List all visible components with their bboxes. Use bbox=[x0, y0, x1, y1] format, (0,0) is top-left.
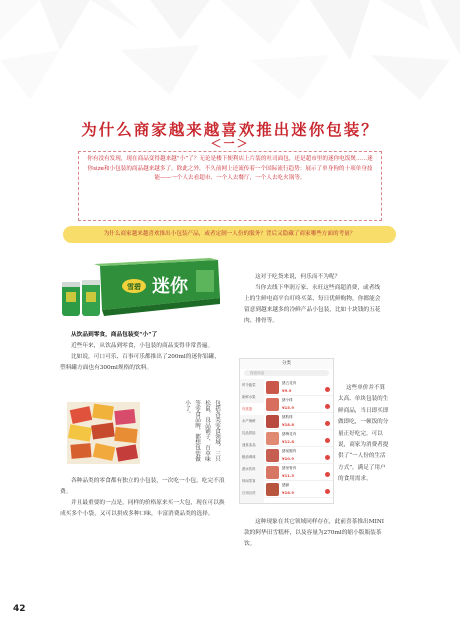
app-category-item[interactable]: 肉禽蛋 bbox=[240, 403, 264, 415]
app-category-item[interactable]: 酒水饮料 bbox=[242, 467, 256, 471]
left-paragraph-2: 比如说，可口可乐、百事可乐都推出了200ml的迷你铝罐，塑料罐方面也有300ml规格的饮料。 bbox=[60, 354, 220, 371]
article-subtitle: ＜一＞ bbox=[210, 137, 250, 150]
snack-packs-image bbox=[67, 402, 140, 464]
product-name: 猪梅花肉 bbox=[282, 432, 297, 436]
app-category-item[interactable]: 乳品烘焙 bbox=[242, 431, 256, 435]
product-price: ¥11.5 bbox=[282, 473, 295, 478]
product-name: 猪前腿肉 bbox=[282, 449, 297, 453]
app-category-item[interactable]: 新鲜水果 bbox=[242, 395, 256, 399]
intro-box: 你有没有发现，现在商品变得越来越“小”了？无论是楼下便利店上片装的吐司面包，还是超市里的迷你电饭煲……迷你size和小包装的商品越来越多了。除此之外，不久前网上还流传着一个国际流行趋势：展示了单身狗的十项单身技能——一个人去看超市、一个人去餐厅，一个人去吃火锅等。 bbox=[78, 151, 382, 221]
right-side-paragraph: 这些单价并不算太高、单块包装的生鲜商品，当日即买即做即吃，一顿饭的分量正好吃完。可以说，商家为消费者提供了“一人份的生活方式”，满足了用户的食用需求。 bbox=[338, 385, 389, 483]
app-search-bar[interactable]: 搜索商品 bbox=[244, 370, 329, 376]
vertical-text-block: 包括各类零食领域，三只松鼠、良品铺子、百草味等零食品牌，都想包装做小了。 bbox=[184, 400, 220, 462]
app-header: 分类 bbox=[240, 359, 333, 369]
app-product-row[interactable] bbox=[265, 396, 333, 413]
product-price: ¥12.8 bbox=[282, 439, 295, 444]
product-price: ¥9.9 bbox=[282, 388, 292, 393]
product-name: 猪里脊肉 bbox=[282, 466, 297, 470]
left-paragraph-3: 各种品类的零食都有独立的小包装，一次吃一小包，吃完不浪费。 bbox=[60, 478, 225, 495]
section-lead: 从饮品到零食，商品包装变“小”了 bbox=[71, 332, 158, 338]
product-name: 猪五花肉 bbox=[282, 381, 297, 385]
product-price: ¥16.9 bbox=[282, 490, 295, 495]
grocery-app-screenshot bbox=[239, 358, 334, 504]
product-thumbnail bbox=[266, 381, 279, 394]
sprite-mini-pack-image bbox=[60, 258, 222, 320]
page-number: 42 bbox=[13, 604, 26, 614]
right-column-top bbox=[244, 272, 384, 327]
product-name: 猪小排 bbox=[282, 398, 293, 402]
app-product-row[interactable] bbox=[265, 379, 333, 396]
decorative-triangle-band bbox=[0, 0, 460, 108]
product-thumbnail bbox=[266, 449, 279, 462]
right-side-text bbox=[338, 383, 390, 486]
app-category-item[interactable]: 水产海鲜 bbox=[242, 419, 256, 423]
app-product-list bbox=[265, 379, 333, 503]
left-paragraph-4: 并且最重要的一点是，同样的价格原来买一大包，现在可以换成买多个小袋，又可以拼成多种口味，丰富消费品类的选择。 bbox=[60, 500, 225, 517]
left-paragraph-1: 近些年来，从饮品到零食，小包装的商品变得非常普遍。 bbox=[71, 343, 214, 349]
add-to-cart-icon[interactable] bbox=[325, 438, 330, 443]
product-thumbnail bbox=[266, 415, 279, 428]
pack-brand: 雪碧 bbox=[127, 283, 141, 291]
app-category-list bbox=[240, 379, 264, 503]
add-to-cart-icon[interactable] bbox=[325, 472, 330, 477]
app-product-row[interactable] bbox=[265, 447, 333, 464]
add-to-cart-icon[interactable] bbox=[325, 404, 330, 409]
app-product-row[interactable] bbox=[265, 413, 333, 430]
product-name: 猪肋排 bbox=[282, 415, 293, 419]
product-thumbnail bbox=[266, 483, 279, 496]
product-name: 猪蹄 bbox=[282, 483, 290, 487]
left-column-bottom bbox=[60, 476, 225, 520]
app-category-item[interactable]: 速食冻品 bbox=[242, 443, 256, 447]
question-bar: 为什么商家越来越喜欢推出小包装产品，或者定制一人份的服务？背后又隐藏了商家哪些方面的考量？ bbox=[63, 226, 396, 243]
article-title: 为什么商家越来越喜欢推出迷你包装？ bbox=[81, 120, 379, 139]
app-product-row[interactable] bbox=[265, 464, 333, 481]
add-to-cart-icon[interactable] bbox=[325, 421, 330, 426]
right-column-bottom bbox=[244, 517, 389, 550]
app-product-row[interactable] bbox=[265, 481, 333, 498]
add-to-cart-icon[interactable] bbox=[325, 489, 330, 494]
product-price: ¥18.8 bbox=[282, 422, 295, 427]
product-thumbnail bbox=[266, 398, 279, 411]
product-price: ¥15.9 bbox=[282, 405, 295, 410]
product-thumbnail bbox=[266, 432, 279, 445]
right-paragraph-2: 当你去线下华润万家、永旺这些商超消费，或者线上的生鲜电商平台叮咚买菜、每日优鲜购物，你都能会留意到越来越多的冷鲜产品小包装，比如十块钱的五花肉、排骨等。 bbox=[244, 285, 381, 324]
app-category-item[interactable]: 日用百货 bbox=[242, 491, 256, 495]
add-to-cart-icon[interactable] bbox=[325, 455, 330, 460]
pack-slogan: 迷你 bbox=[152, 276, 188, 297]
app-category-item[interactable]: 时令蔬菜 bbox=[242, 383, 256, 387]
app-category-item[interactable]: 休闲零食 bbox=[242, 479, 256, 483]
left-column-top bbox=[60, 330, 225, 374]
add-to-cart-icon[interactable] bbox=[325, 387, 330, 392]
product-thumbnail bbox=[266, 466, 279, 479]
app-product-row[interactable] bbox=[265, 430, 333, 447]
product-price: ¥10.9 bbox=[282, 456, 295, 461]
app-category-item[interactable]: 粮油调味 bbox=[242, 455, 256, 459]
right-paragraph-1: 这对于吃货来说，何乐而不为呢？ bbox=[255, 274, 341, 280]
right-paragraph-3: 这种现象在其它领域同样存在，此前喜茶推出MINI款的阿华田雪糕杯，以及容量为270ml的缩小版瓶装茶饮。 bbox=[244, 519, 385, 547]
